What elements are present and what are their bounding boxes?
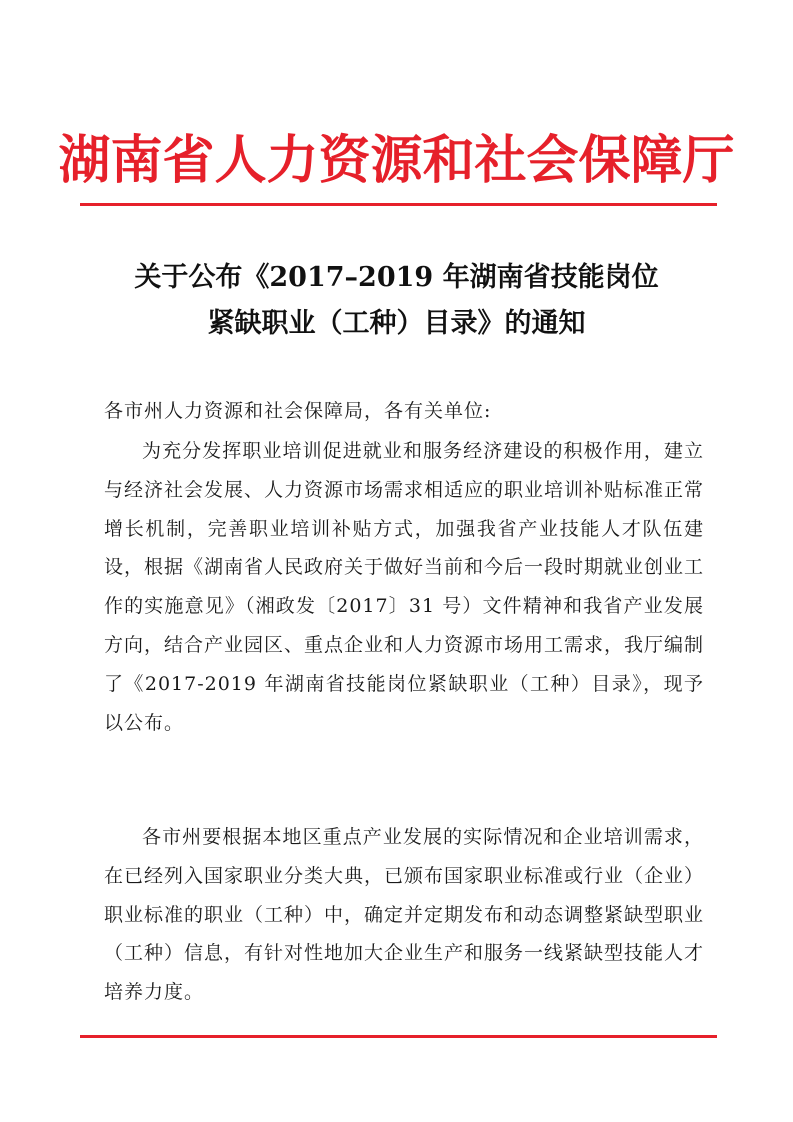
body-paragraph-1: 为充分发挥职业培训促进就业和服务经济建设的积极作用，建立与经济社会发展、人力资源市场需求相适应的职业培训补贴标准正常增长机制，完善职业培训补贴方式，加强我省产业技能人才队伍建设，根据《湖南省人民政府关于做好当前和今后一段时期就业创业工作的实施意见》（湘政发〔2017〕31 号）文件精神和我省产业发展方向，结合产业园区、重点企业和人力资源市场用工需求，我厅编制了《2017-2019 年湖南省技能岗位紧缺职业（工种）目录》，现予以公布。 <box>104 440 705 734</box>
agency-header: 湖南省人力资源和社会保障厅 <box>58 130 735 191</box>
header-red-rule <box>80 203 717 206</box>
document-title-line-1: 关于公布《2017–2019 年湖南省技能岗位 <box>134 262 659 293</box>
document-title-line-2: 紧缺职业（工种）目录》的通知 <box>207 308 586 339</box>
footer-red-rule <box>80 1035 717 1038</box>
body-paragraph-2: 各市州要根据本地区重点产业发展的实际情况和企业培训需求，在已经列入国家职业分类大典，已颁布国家职业标准或行业（企业）职业标准的职业（工种）中，确定并定期发布和动态调整紧缺型职业（工种）信息，有针对性地加大企业生产和服务一线紧缺型技能人才培养力度。 <box>104 826 705 1004</box>
salutation: 各市州人力资源和社会保障局，各有关单位: <box>104 400 492 422</box>
